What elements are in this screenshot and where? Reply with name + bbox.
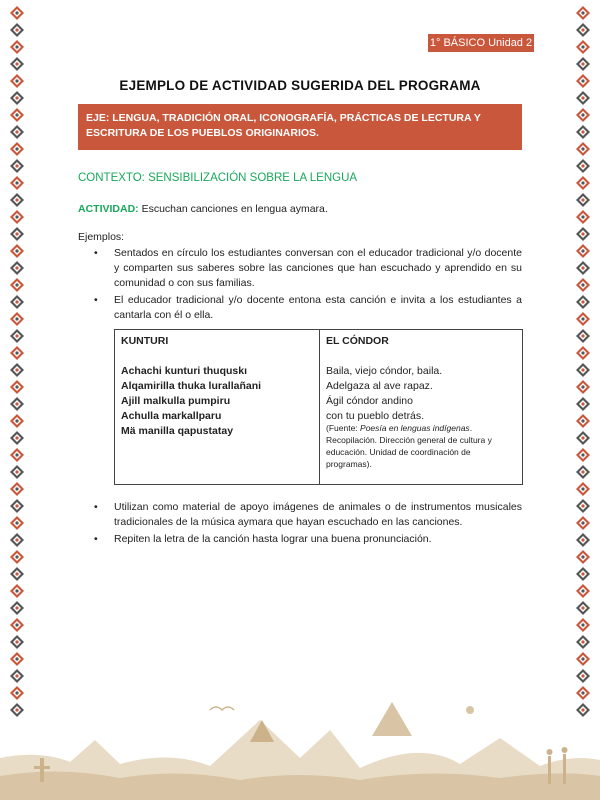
andean-diamond-icon	[576, 329, 590, 343]
andean-diamond-icon	[576, 550, 590, 564]
andean-diamond-icon	[10, 244, 24, 258]
andean-diamond-icon	[10, 261, 24, 275]
andean-diamond-icon	[10, 533, 24, 547]
andean-diamond-icon	[576, 261, 590, 275]
bullet-icon: •	[94, 533, 98, 545]
song-header-aymara: KUNTURI	[121, 335, 169, 347]
andean-diamond-icon	[576, 567, 590, 581]
source-prefix: (Fuente:	[326, 423, 361, 433]
andean-diamond-icon	[576, 312, 590, 326]
andean-diamond-icon	[576, 159, 590, 173]
context-title: CONTEXTO: SENSIBILIZACIÓN SOBRE LA LENGUA	[78, 172, 358, 184]
examples-list	[78, 246, 522, 325]
andean-diamond-icon	[10, 499, 24, 513]
list-item	[78, 246, 522, 291]
andean-diamond-icon	[576, 431, 590, 445]
andean-diamond-icon	[10, 601, 24, 615]
andean-diamond-icon	[10, 142, 24, 156]
andean-diamond-icon	[10, 584, 24, 598]
andean-diamond-icon	[576, 278, 590, 292]
andean-diamond-icon	[576, 533, 590, 547]
song-line: Adelgaza al ave rapaz.	[326, 380, 433, 392]
andean-diamond-icon	[10, 482, 24, 496]
andean-diamond-icon	[10, 193, 24, 207]
list-item-text: Utilizan como material de apoyo imágenes de animales o de instrumentos musicales tradicionales de la música aymara que hayan escuchado en las canciones.	[114, 501, 522, 528]
andean-diamond-icon	[10, 516, 24, 530]
axis-banner: EJE: LENGUA, TRADICIÓN ORAL, ICONOGRAFÍA, PRÁCTICAS DE LECTURA Y ESCRITURA DE LOS PUEBLOS ORIGINARIOS.	[78, 104, 522, 150]
song-column-spanish	[320, 330, 522, 484]
andean-diamond-icon	[10, 6, 24, 20]
andean-diamond-icon	[10, 635, 24, 649]
andean-diamond-icon	[576, 295, 590, 309]
andean-diamond-icon	[10, 312, 24, 326]
andean-diamond-icon	[10, 448, 24, 462]
unit-badge: 1° BÁSICO Unidad 2	[428, 34, 534, 52]
andean-diamond-icon	[10, 210, 24, 224]
andean-landscape-illustration	[0, 680, 600, 800]
andean-diamond-icon	[576, 397, 590, 411]
andean-diamond-icon	[10, 227, 24, 241]
andean-diamond-icon	[10, 618, 24, 632]
andean-diamond-icon	[576, 40, 590, 54]
activity-label: ACTIVIDAD	[78, 203, 136, 215]
andean-diamond-icon	[10, 57, 24, 71]
andean-diamond-icon	[576, 618, 590, 632]
activity-text: Escuchan canciones en lengua aymara.	[138, 203, 328, 215]
andean-diamond-icon	[10, 159, 24, 173]
list-item	[78, 532, 522, 547]
bullet-icon: •	[94, 247, 98, 259]
andean-diamond-icon	[576, 363, 590, 377]
andean-diamond-icon	[10, 363, 24, 377]
andean-diamond-icon	[576, 465, 590, 479]
song-header-spanish: EL CÓNDOR	[326, 335, 389, 347]
andean-diamond-icon	[10, 567, 24, 581]
list-item-text: Repiten la letra de la canción hasta lograr una buena pronunciación.	[114, 533, 432, 545]
andean-diamond-icon	[10, 278, 24, 292]
list-item	[78, 293, 522, 323]
andean-diamond-icon	[10, 465, 24, 479]
decorative-border-left	[6, 0, 28, 726]
song-line: Mä manilla qapustatay	[121, 425, 234, 437]
song-line: Achachi kunturi thuquskı	[121, 365, 248, 377]
source-note	[326, 422, 518, 470]
song-line: Achulla markallparu	[121, 410, 222, 422]
bullet-icon: •	[94, 294, 98, 306]
andean-diamond-icon	[10, 380, 24, 394]
activity-colon: :	[135, 203, 139, 215]
andean-diamond-icon	[576, 499, 590, 513]
andean-diamond-icon	[576, 23, 590, 37]
list-item-text: El educador tradicional y/o docente entona esta canción e invita a los estudiantes a cantarla con él o ella.	[114, 294, 522, 321]
andean-diamond-icon	[576, 346, 590, 360]
andean-diamond-icon	[576, 584, 590, 598]
decorative-border-right	[572, 0, 594, 726]
andean-diamond-icon	[10, 40, 24, 54]
andean-diamond-icon	[576, 635, 590, 649]
list-item	[78, 500, 522, 530]
andean-diamond-icon	[576, 482, 590, 496]
list-item-text: Sentados en círculo los estudiantes conversan con el educador tradicional y/o docente y comparten sus saberes sobre las canciones que han escuchado y aprendido en su comunidad o con sus familias.	[114, 247, 522, 289]
activities-list	[78, 500, 522, 549]
andean-diamond-icon	[576, 108, 590, 122]
andean-diamond-icon	[576, 57, 590, 71]
andean-diamond-icon	[576, 142, 590, 156]
song-line: con tu pueblo detrás.	[326, 410, 425, 422]
andean-diamond-icon	[10, 125, 24, 139]
andean-diamond-icon	[10, 652, 24, 666]
andean-diamond-icon	[576, 516, 590, 530]
andean-diamond-icon	[10, 431, 24, 445]
andean-diamond-icon	[10, 176, 24, 190]
andean-diamond-icon	[576, 414, 590, 428]
andean-diamond-icon	[10, 397, 24, 411]
examples-label: Ejemplos:	[78, 231, 125, 243]
andean-diamond-icon	[10, 329, 24, 343]
andean-diamond-icon	[10, 108, 24, 122]
andean-diamond-icon	[576, 193, 590, 207]
andean-diamond-icon	[10, 91, 24, 105]
andean-diamond-icon	[576, 448, 590, 462]
song-line: Alqamirilla thuka lurallañani	[121, 380, 262, 392]
source-rest: . Recopilación. Dirección general de cultura y educación. Unidad de coordinación de programas).	[326, 423, 492, 469]
andean-diamond-icon	[576, 6, 590, 20]
andean-diamond-icon	[576, 210, 590, 224]
andean-diamond-icon	[10, 346, 24, 360]
activity-line	[78, 203, 328, 215]
page-title: EJEMPLO DE ACTIVIDAD SUGERIDA DEL PROGRAMA	[119, 78, 481, 93]
andean-diamond-icon	[576, 380, 590, 394]
bullet-icon: •	[94, 501, 98, 513]
song-line: Ajill malkulla pumpiru	[121, 395, 231, 407]
song-line: Ágil cóndor andino	[326, 395, 413, 407]
song-column-aymara	[115, 330, 320, 484]
andean-diamond-icon	[576, 244, 590, 258]
andean-diamond-icon	[576, 125, 590, 139]
andean-diamond-icon	[576, 91, 590, 105]
andean-diamond-icon	[10, 23, 24, 37]
andean-diamond-icon	[576, 227, 590, 241]
andean-diamond-icon	[576, 652, 590, 666]
song-table	[114, 329, 523, 485]
song-line: Baila, viejo cóndor, baila.	[326, 365, 443, 377]
andean-diamond-icon	[10, 550, 24, 564]
andean-diamond-icon	[10, 295, 24, 309]
andean-diamond-icon	[576, 176, 590, 190]
andean-diamond-icon	[10, 414, 24, 428]
source-title: Poesía en lenguas indígenas	[360, 423, 470, 433]
andean-diamond-icon	[576, 601, 590, 615]
